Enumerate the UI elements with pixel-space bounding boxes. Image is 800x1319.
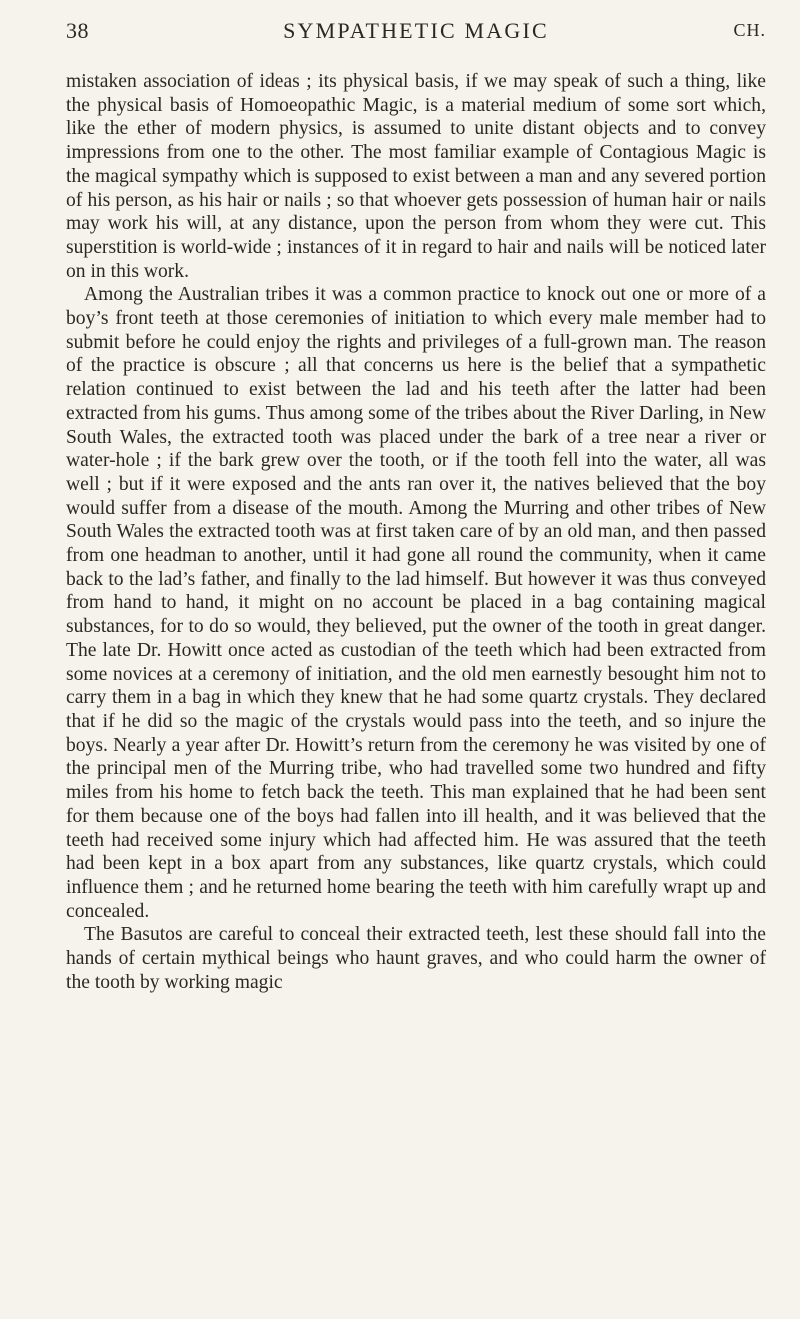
paragraph-basutos: The Basutos are careful to conceal their extracted teeth, lest these should fall into the hands of certain mythical beings who haunt graves, and who could harm the owner of the tooth by working magic (66, 924, 766, 993)
chapter-abbreviation: CH. (733, 20, 766, 40)
paragraph-continued: mistaken association of ideas ; its physical basis, if we may speak of such a thing, like the physical basis of Homoeopathic Magic, is a material medium of some sort which, like the ether of modern physics, is assumed to unite distant objects and to convey impressions from one to the other. The most familiar example of Contagious Magic is the magical sympathy which is supposed to exist between a man and any severed portion of his person, as his hair or nails ; so that whoever gets possession of human hair or nails may work his will, at any distance, upon the person from whom they were cut. This superstition is world-wide ; instances of it in regard to hair and nails will be noticed later on in this work. (66, 71, 766, 282)
page-number: 38 (66, 18, 89, 43)
running-head (66, 18, 766, 58)
body-text (66, 70, 766, 994)
paragraph-australian-tribes: Among the Australian tribes it was a common practice to knock out one or more of a boy’s front teeth at those ceremonies of initiation to which every male member had to submit before he could enjoy the rights and privileges of a full-grown man. The reason of the practice is obscure ; all that concerns us here is the belief that a sympathetic relation continued to exist between the lad and his teeth after the latter had been extracted from his gums. Thus among some of the tribes about the River Darling, in New South Wales, the extracted tooth was placed under the bark of a tree near a river or water-hole ; if the bark grew over the tooth, or if the tooth fell into the water, all was well ; but if it were exposed and the ants ran over it, the natives believed that the boy would suffer from a disease of the mouth. Among the Murring and other tribes of New South Wales the extracted tooth was at first taken care of by an old man, and then passed from one headman to another, until it had gone all round the community, when it came back to the lad’s father, and finally to the lad himself. But however it was thus conveyed from hand to hand, it might on no account be placed in a bag containing magical substances, for to do so would, they believed, put the owner of the tooth in great danger. The late Dr. Howitt once acted as custodian of the teeth which had been extracted from some novices at a ceremony of initiation, and the old men earnestly besought him not to carry them in a bag in which they knew that he had some quartz crystals. They declared that if he did so the magic of the crystals would pass into the teeth, and so injure the boys. Nearly a year after Dr. Howitt’s return from the ceremony he was visited by one of the principal men of the Murring tribe, who had travelled some two hundred and fifty miles from his home to fetch back the teeth. This man explained that he had been sent for them because one of the boys had fallen into ill health, and it was believed that the teeth had received some injury which had affected him. He was assured that the teeth had been kept in a box apart from any substances, like quartz crystals, which could influence them ; and he returned home bearing the teeth with him carefully wrapt up and concealed. (66, 284, 766, 922)
running-title: SYMPATHETIC MAGIC (283, 18, 549, 43)
